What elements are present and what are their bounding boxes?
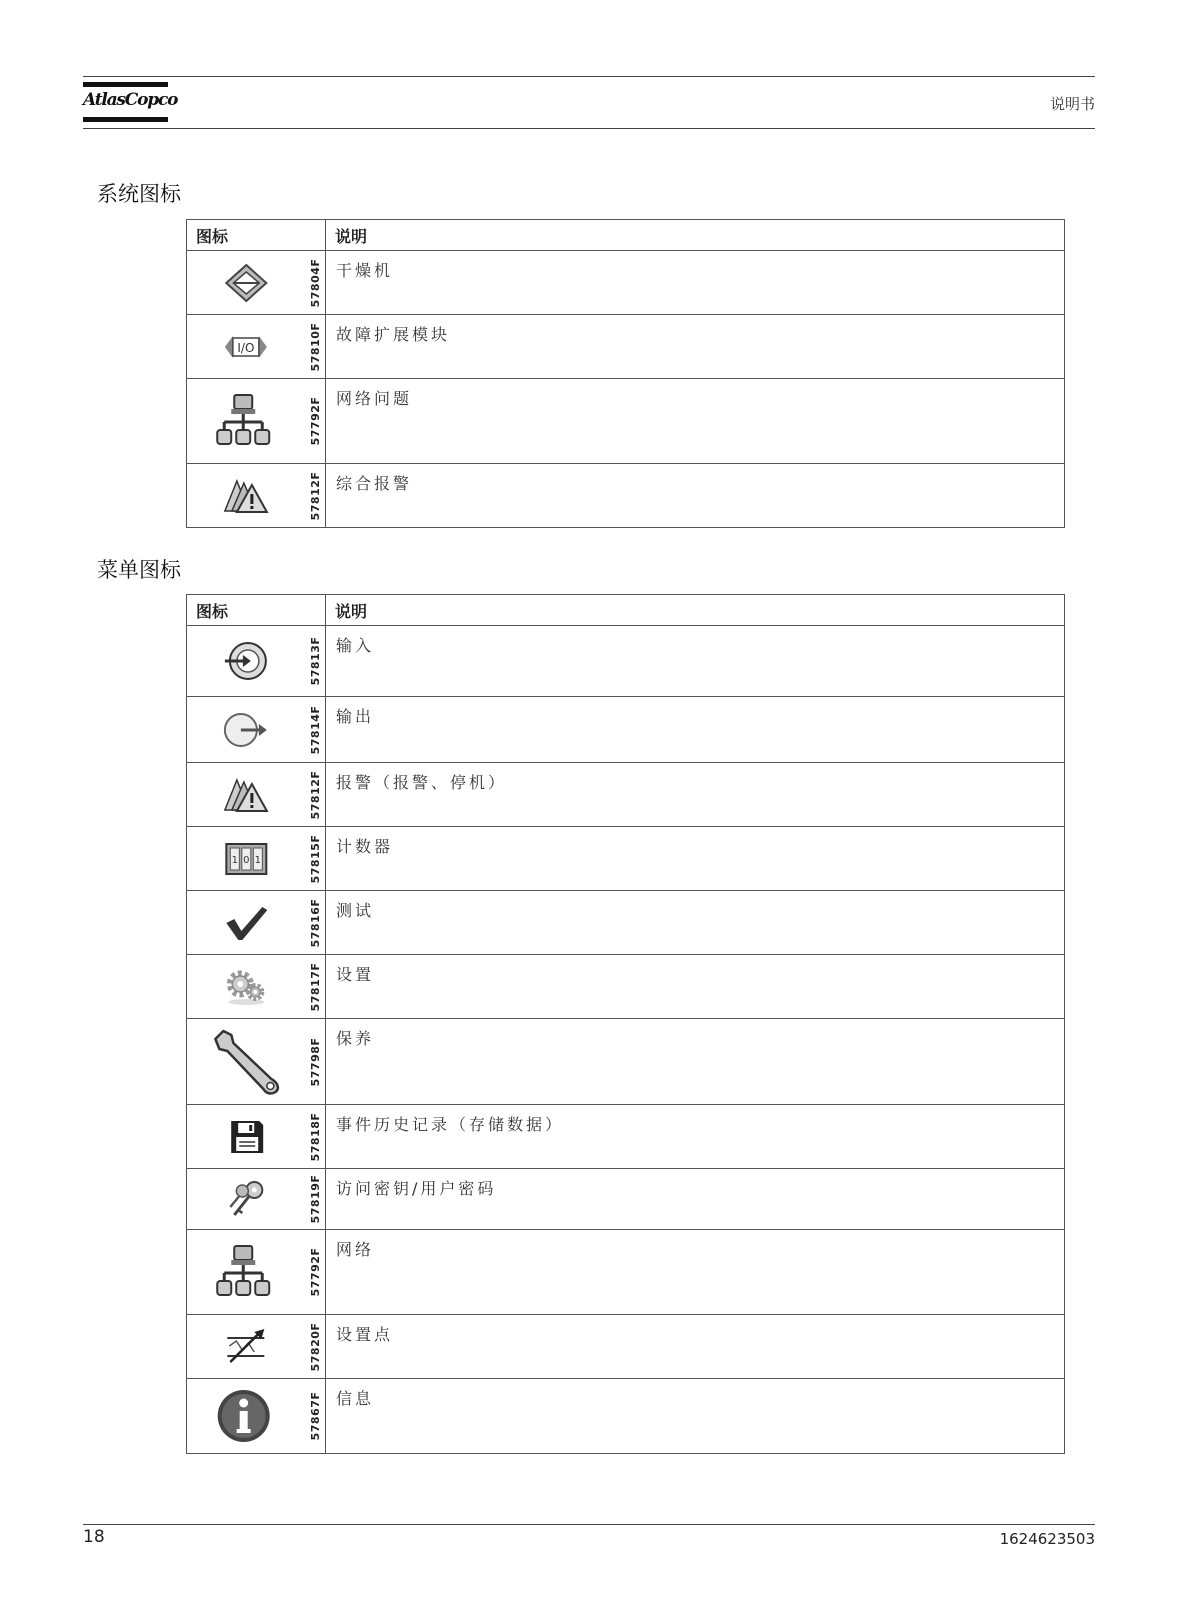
- input-icon: [223, 640, 269, 682]
- icon-description: 综合报警: [326, 464, 1065, 528]
- icon-cell: [187, 315, 326, 379]
- icon-description: 事件历史记录（存储数据）: [326, 1105, 1065, 1169]
- expansion-module-icon: [223, 330, 269, 364]
- system-icons-table: [186, 219, 1065, 528]
- icon-description: 设置点: [326, 1315, 1065, 1379]
- column-header-icon: 图标: [187, 220, 326, 251]
- icon-description: 干燥机: [326, 251, 1065, 315]
- icon-cell: [187, 1169, 326, 1230]
- svg-text:I/O: I/O: [237, 340, 255, 355]
- icon-cell: [187, 827, 326, 891]
- icon-description: 保养: [326, 1019, 1065, 1105]
- icon-code: 57820F: [308, 1322, 322, 1371]
- icon-code: 57812F: [308, 770, 322, 819]
- icon-description: 测试: [326, 891, 1065, 955]
- icon-cell: [187, 464, 326, 528]
- icon-description: 信息: [326, 1379, 1065, 1454]
- document-number: 1624623503: [999, 1530, 1095, 1548]
- table-row: [187, 626, 1065, 697]
- icon-description: 网络: [326, 1230, 1065, 1315]
- column-header-desc: 说明: [326, 220, 1065, 251]
- network-icon: [214, 392, 272, 450]
- keys-icon: [224, 1179, 268, 1219]
- footer-rule: [83, 1524, 1095, 1525]
- table-header-row: [187, 595, 1065, 626]
- icon-code: 57814F: [308, 705, 322, 754]
- wrench-icon: [211, 1027, 283, 1097]
- icon-cell: [187, 697, 326, 763]
- icon-description: 故障扩展模块: [326, 315, 1065, 379]
- check-icon: [224, 905, 268, 941]
- table-row: [187, 763, 1065, 827]
- icon-code: 57798F: [308, 1037, 322, 1086]
- svg-text:0: 0: [243, 854, 250, 866]
- info-icon: [216, 1388, 272, 1444]
- table-header-row: [187, 220, 1065, 251]
- icon-cell: [187, 1315, 326, 1379]
- table-row: [187, 251, 1065, 315]
- table-row: [187, 1105, 1065, 1169]
- document-type: 说明书: [1049, 95, 1095, 113]
- header-bottom-rule: [83, 128, 1095, 129]
- icon-cell: [187, 763, 326, 827]
- svg-text:1: 1: [254, 854, 262, 866]
- table-row: [187, 1169, 1065, 1230]
- icon-cell: [187, 955, 326, 1019]
- general-alarm-icon: [223, 477, 269, 515]
- table-row: [187, 891, 1065, 955]
- table-row: [187, 827, 1065, 891]
- setpoint-icon: [224, 1328, 268, 1366]
- atlas-copco-logo: AtlasCopco: [83, 80, 168, 125]
- icon-code: 57804F: [308, 258, 322, 307]
- icon-code: 57792F: [308, 396, 322, 446]
- icon-code: 57815F: [308, 834, 322, 883]
- icon-code: 57817F: [308, 962, 322, 1011]
- icon-code: 57810F: [308, 322, 322, 371]
- icon-code: 57812F: [308, 471, 322, 520]
- svg-text:1: 1: [231, 854, 239, 866]
- counter-icon: [224, 841, 268, 877]
- icon-description: 计数器: [326, 827, 1065, 891]
- header-top-rule: [83, 76, 1095, 77]
- icon-cell: [187, 379, 326, 464]
- icon-cell: [187, 1379, 326, 1454]
- system-icons-title: 系统图标: [97, 182, 181, 206]
- icon-code: 57818F: [308, 1112, 322, 1161]
- table-row: [187, 955, 1065, 1019]
- dryer-icon: [224, 263, 268, 303]
- icon-cell: [187, 1105, 326, 1169]
- icon-cell: [187, 1230, 326, 1315]
- network-icon: [214, 1243, 272, 1301]
- table-row: [187, 379, 1065, 464]
- icon-description: 设置: [326, 955, 1065, 1019]
- column-header-desc: 说明: [326, 595, 1065, 626]
- icon-code: 57819F: [308, 1174, 322, 1224]
- icon-description: 访问密钥/用户密码: [326, 1169, 1065, 1230]
- icon-description: 报警（报警、停机）: [326, 763, 1065, 827]
- page-number: 18: [83, 1527, 105, 1547]
- icon-code: 57867F: [308, 1391, 322, 1441]
- icon-cell: [187, 626, 326, 697]
- icon-cell: [187, 251, 326, 315]
- settings-gears-icon: [224, 968, 268, 1006]
- icon-cell: [187, 1019, 326, 1105]
- table-row: [187, 1315, 1065, 1379]
- icon-description: 输入: [326, 626, 1065, 697]
- icon-code: 57792F: [308, 1247, 322, 1297]
- table-row: [187, 697, 1065, 763]
- output-icon: [223, 710, 269, 750]
- icon-description: 输出: [326, 697, 1065, 763]
- menu-icons-table: [186, 594, 1065, 1454]
- icon-cell: [187, 891, 326, 955]
- column-header-icon: 图标: [187, 595, 326, 626]
- table-row: [187, 1379, 1065, 1454]
- alarm-icon: [223, 776, 269, 814]
- icon-description: 网络问题: [326, 379, 1065, 464]
- table-row: [187, 464, 1065, 528]
- icon-code: 57816F: [308, 898, 322, 947]
- table-row: [187, 1019, 1065, 1105]
- icon-code: 57813F: [308, 636, 322, 686]
- table-row: [187, 315, 1065, 379]
- floppy-disk-icon: [227, 1117, 267, 1157]
- table-row: [187, 1230, 1065, 1315]
- menu-icons-title: 菜单图标: [97, 558, 181, 582]
